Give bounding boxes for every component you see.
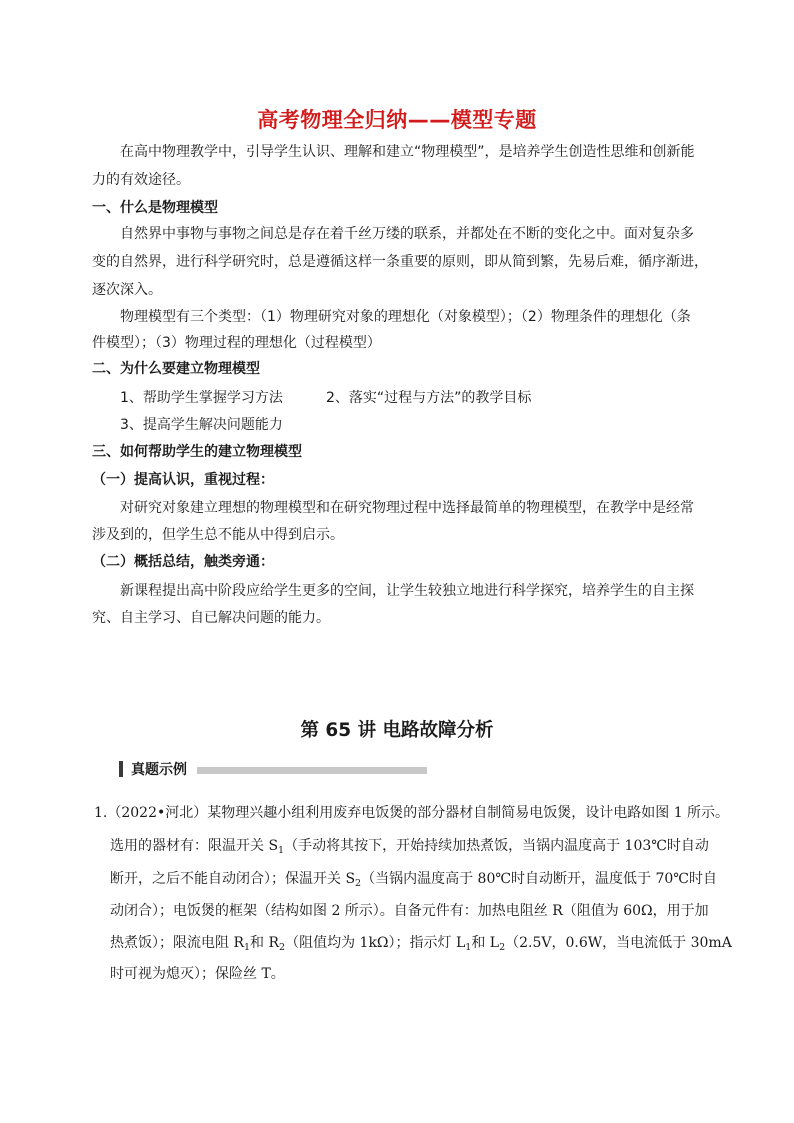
section-bar <box>119 760 427 777</box>
problem-line-5: 热煮饭）；限流电阻 $R_1$和 $R_2$（阻值均为 1kΩ）；指示灯 $L_1$和 $L_2(2.5V$，0.6W，当电流低于 30mA <box>110 935 732 953</box>
section-1-p1-line-2: 变的自然界，进行科学研究时，总是遵循这样一条重要的原则，即从简到繁，先易后难，循序渐进， <box>92 254 708 270</box>
section-3-sub-1-line-1: 对研究对象建立理想的物理模型和在研究物理过程中选择最简单的物理模型，在教学中是经常 <box>120 500 694 516</box>
section-1-p1-line-1: 自然界中事物与事物之间总是存在着千丝万缕的联系，并都处在不断的变化之中。面对复杂多 <box>120 226 694 242</box>
section-1-p2-line-1: 物理模型有三个类型：（1）物理研究对象的理想化（对象模型）；（2）物理条件的理想化（条 <box>120 309 691 325</box>
section-3-sub-2: （二）概括总结，触类旁通： <box>92 554 274 570</box>
section-bar-line <box>197 767 427 774</box>
problem-line-3: 断开，之后不能自动闭合）；保温开关 $S_2$（当锅内温度高于 80℃时自动断开，温度低于 70℃时自 <box>110 871 717 889</box>
problem-line-4: 动闭合）；电饭煲的框架（结构如图 2 所示）。自备元件有：加热电阻丝 R（阻值为 60Ω，用于加 <box>110 903 709 919</box>
lecture-title: 第 65 讲 电路故障分析 <box>300 720 494 741</box>
section-2-heading: 二、为什么要建立物理模型 <box>92 361 260 377</box>
section-3-sub-2-line-1: 新课程提出高中阶段应给学生更多的空间，让学生较独立地进行科学探究，培养学生的自主探 <box>120 583 694 599</box>
problem-line-6: 时可视为熄灭）；保险丝 T。 <box>110 966 285 982</box>
intro-line-2: 力的有效途径。 <box>92 172 190 188</box>
section-bar-label: 真题示例 <box>131 761 187 778</box>
intro-line-1: 在高中物理教学中，引导学生认识、理解和建立“物理模型”，是培养学生创造性思维和创新能 <box>120 144 695 160</box>
section-3-heading: 三、如何帮助学生的建立物理模型 <box>92 444 302 460</box>
document-title: 高考物理全归纳——模型专题 <box>257 108 537 132</box>
problem-line-2: 选用的器材有：限温开关 $S_1$（手动将其按下，开始持续加热煮饭，当锅内温度高于 103℃时自动 <box>110 838 709 856</box>
section-3-sub-2-line-2: 究、自主学习、自已解决问题的能力。 <box>92 610 330 626</box>
section-3-sub-1: （一）提高认识，重视过程： <box>92 472 274 488</box>
section-1-p2-line-2: 件模型）；（3）物理过程的理想化（过程模型） <box>92 335 381 351</box>
section-1-heading: 一、什么是物理模型 <box>92 200 218 216</box>
section-3-sub-1-line-2: 涉及到的，但学生总不能从中得到启示。 <box>92 527 344 543</box>
section-2-item-2: 2、落实“过程与方法”的教学目标 <box>326 390 532 406</box>
section-bar-marker <box>119 761 123 777</box>
problem-line-1: 1.（2022•河北）某物理兴趣小组利用废弃电饭煲的部分器材自制简易电饭煲，设计电路如图 1 所示。 <box>94 805 730 821</box>
section-1-p1-line-3: 逐次深入。 <box>92 282 162 298</box>
section-2-item-3: 3、提高学生解决问题能力 <box>120 417 283 433</box>
section-2-item-1: 1、帮助学生掌握学习方法 <box>120 390 283 406</box>
